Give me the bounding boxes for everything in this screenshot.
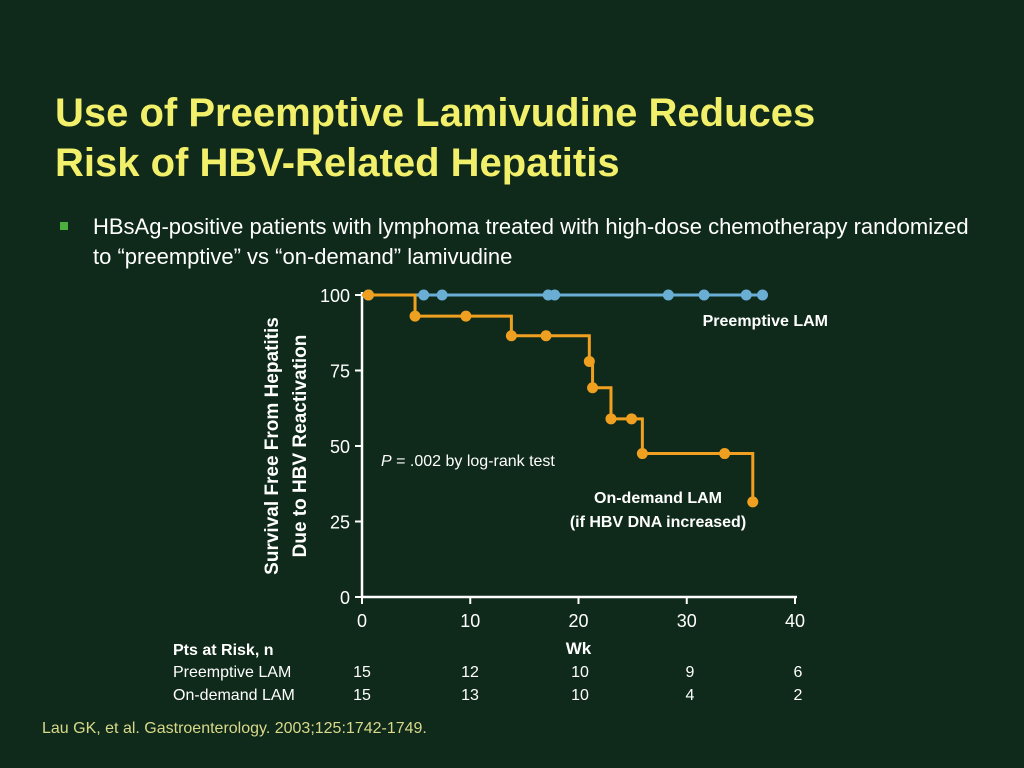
y-tick-label: 25 <box>329 512 350 533</box>
risk-value: 10 <box>571 687 589 704</box>
preemptive-marker <box>757 290 768 301</box>
title-line-2: Risk of HBV-Related Hepatitis <box>55 141 620 185</box>
on-demand-marker <box>605 413 616 424</box>
on-demand-line <box>362 295 753 502</box>
x-tick-label: 10 <box>460 611 481 631</box>
on-demand-marker <box>363 290 374 301</box>
risk-value: 15 <box>353 664 371 681</box>
on-demand-marker <box>541 330 552 341</box>
p-value-annotation <box>381 453 555 470</box>
preemptive-series-label: Preemptive LAM <box>702 313 828 330</box>
y-tick-label: 100 <box>319 286 350 306</box>
x-tick-label: 20 <box>568 611 589 631</box>
risk-value: 13 <box>461 687 479 704</box>
y-axis-label-line-2: Due to HBV Reactivation <box>290 334 311 558</box>
risk-row-label-preemptive: Preemptive LAM <box>173 664 292 681</box>
on-demand-marker <box>747 496 758 507</box>
x-axis-label: Wk <box>565 639 592 658</box>
y-axis-label-line-1: Survival Free From Hepatitis <box>262 317 283 575</box>
x-tick-label: 0 <box>356 611 368 631</box>
x-tick-label: 40 <box>784 611 806 631</box>
on-demand-marker <box>584 356 595 367</box>
title-line-1: Use of Preemptive Lamivudine Reduces <box>55 91 816 135</box>
risk-value: 12 <box>461 664 479 681</box>
on-demand-marker <box>460 311 471 322</box>
on-demand-series-label-line-2: (if HBV DNA increased) <box>569 514 747 531</box>
risk-value: 6 <box>793 664 803 681</box>
on-demand-marker <box>410 311 421 322</box>
bullet-text: HBsAg-positive patients with lymphoma treated with high-dose chemotherapy randomized to “preemptive” vs “on-demand” lamivudine <box>93 214 969 269</box>
risk-value: 9 <box>685 664 695 681</box>
risk-value: 4 <box>685 687 695 704</box>
risk-table-header: Pts at Risk, n <box>173 642 274 659</box>
x-tick-label: 30 <box>676 611 697 631</box>
p-symbol: P <box>381 453 392 470</box>
risk-row-label-on-demand: On-demand LAM <box>173 687 295 704</box>
preemptive-marker <box>549 290 560 301</box>
preemptive-marker <box>437 290 448 301</box>
y-tick-label: 50 <box>329 437 350 457</box>
on-demand-marker <box>626 413 637 424</box>
risk-value: 15 <box>353 687 371 704</box>
preemptive-marker <box>663 290 674 301</box>
citation: Lau GK, et al. Gastroenterology. 2003;125:1742-1749. <box>42 720 427 737</box>
on-demand-series-label-line-1: On-demand LAM <box>594 490 722 507</box>
on-demand-marker <box>587 382 598 393</box>
y-tick-label: 0 <box>339 588 350 608</box>
y-tick-label: 75 <box>329 361 350 382</box>
preemptive-marker <box>741 290 752 301</box>
on-demand-marker <box>719 448 730 459</box>
p-value-text: = .002 by log-rank test <box>391 453 555 470</box>
on-demand-marker <box>506 330 517 341</box>
on-demand-marker <box>637 448 648 459</box>
preemptive-marker <box>699 290 710 301</box>
risk-value: 10 <box>571 664 589 681</box>
risk-value: 2 <box>793 687 803 704</box>
preemptive-marker <box>418 290 429 301</box>
